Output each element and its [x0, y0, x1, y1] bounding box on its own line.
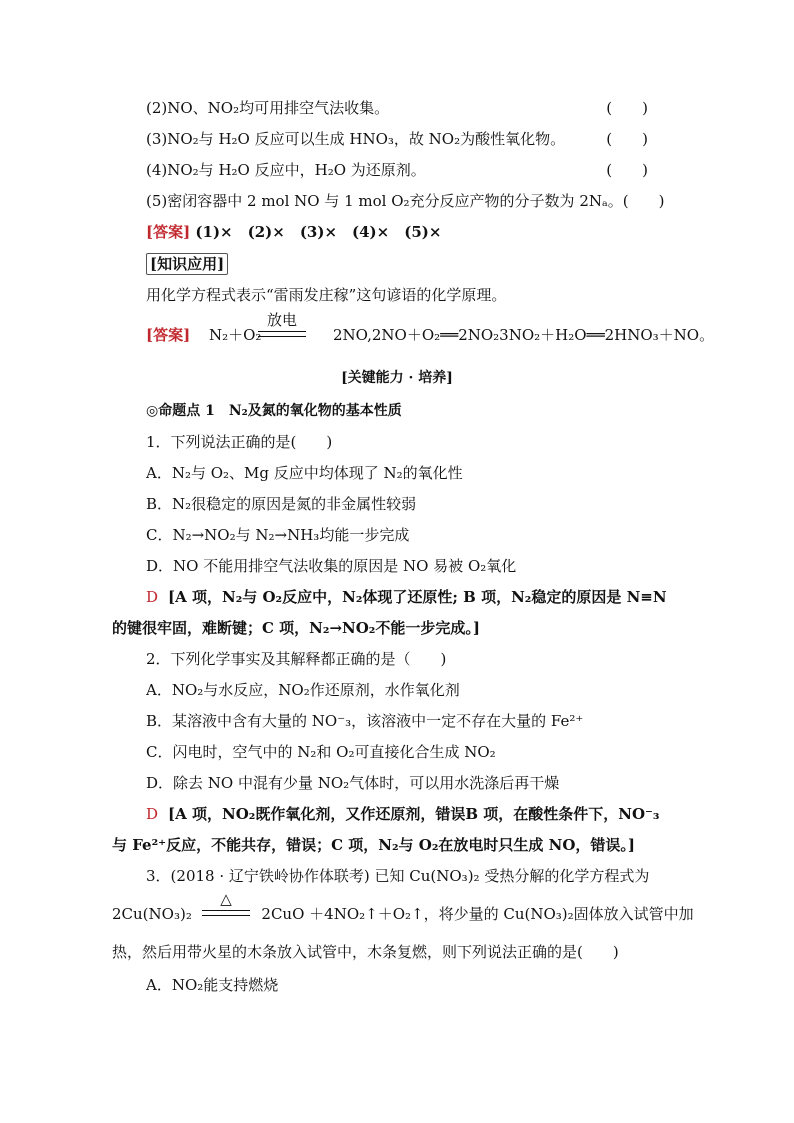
question-1-option-c: C．N₂→NO₂与 N₂→NH₃均能一步完成: [146, 526, 410, 544]
condition-heat: △: [220, 890, 232, 908]
answer-paren-2: ( ): [606, 99, 648, 117]
question-3-line1: 3．(2018 · 辽宁铁岭协作体联考) 已知 Cu(NO₃)₂ 受热分解的化学方程式为: [146, 867, 650, 885]
answer-paren-4: ( ): [606, 161, 648, 179]
question-1-key: D: [146, 588, 159, 606]
answer-text: (1)× (2)× (3)× (4)× (5)×: [190, 223, 442, 241]
statement-5: (5)密闭容器中 2 mol NO 与 1 mol O₂充分反应产物的分子数为 2Nₐ。( ): [146, 192, 665, 210]
answer-line-1: [146, 222, 441, 242]
topic-heading: ◎命题点 1 N₂及氮的氧化物的基本性质: [146, 403, 402, 419]
knowledge-question: 用化学方程式表示“雷雨发庄稼”这句谚语的化学原理。: [146, 286, 507, 304]
equation-reactant: 2Cu(NO₃)₂: [112, 905, 192, 923]
question-1-explanation: [146, 587, 667, 607]
section-heading: [关键能力 · 培养]: [341, 370, 453, 386]
equation-left: N₂＋O₂: [208, 326, 262, 344]
question-2-exp-line1: [A 项，NO₂既作氧化剂，又作还原剂，错误B 项，在酸性条件下，NO⁻₃: [168, 805, 660, 823]
question-3-line3: 热，然后用带火星的木条放入试管中，木条复燃，则下列说法正确的是( ): [112, 943, 619, 961]
question-1-exp-line1: [A 项，N₂与 O₂反应中，N₂体现了还原性; B 项，N₂稳定的原因是 N≡N: [168, 588, 667, 606]
equation-products: 2CuO ＋4NO₂↑＋O₂↑，将少量的 Cu(NO₃)₂固体放入试管中加: [261, 905, 694, 923]
question-1-exp-line2: 的键很牢固，难断键；C 项，N₂→NO₂不能一步完成。]: [112, 619, 480, 637]
statement-2: (2)NO、NO₂均可用排空气法收集。: [146, 99, 390, 117]
answer-paren-3: ( ): [606, 130, 648, 148]
question-2-option-c: C．闪电时，空气中的 N₂和 O₂可直接化合生成 NO₂: [146, 743, 496, 761]
statement-3: (3)NO₂与 H₂O 反应可以生成 HNO₃，故 NO₂为酸性氧化物。: [146, 130, 566, 148]
heat-equal-sign: [202, 910, 250, 916]
condition-discharge: 放电: [266, 311, 297, 329]
question-2-key: D: [146, 805, 159, 823]
question-2-exp-line2: 与 Fe²⁺反应，不能共存，错误；C 项，N₂与 O₂在放电时只生成 NO，错误。]: [112, 836, 635, 854]
question-2-option-d: D．除去 NO 中混有少量 NO₂气体时，可以用水洗涤后再干燥: [146, 774, 560, 792]
equation-equal-sign: [258, 331, 306, 337]
question-3-option-a: A．NO₂能支持燃烧: [146, 976, 279, 994]
question-2-option-b: B．某溶液中含有大量的 NO⁻₃，该溶液中一定不存在大量的 Fe²⁺: [146, 712, 584, 730]
statement-4: (4)NO₂与 H₂O 反应中，H₂O 为还原剂。: [146, 161, 426, 179]
answer-tag: [答案]: [146, 223, 191, 241]
knowledge-application-tag: [知识应用]: [146, 253, 228, 275]
question-2: 2．下列化学事实及其解释都正确的是（ ): [146, 650, 447, 668]
answer-line-2: [146, 325, 714, 345]
question-3-line2: [112, 904, 694, 924]
question-1: 1．下列说法正确的是( ): [146, 433, 333, 451]
equation-right: 2NO,2NO＋O₂══2NO₂3NO₂＋H₂O══2HNO₃＋NO。: [333, 326, 715, 344]
question-1-option-d: D．NO 不能用排空气法收集的原因是 NO 易被 O₂氧化: [146, 557, 517, 575]
answer-tag-2: [答案]: [146, 326, 191, 344]
question-2-explanation: [146, 804, 660, 824]
question-1-option-b: B．N₂很稳定的原因是氮的非金属性较弱: [146, 495, 417, 513]
question-1-option-a: A．N₂与 O₂、Mg 反应中均体现了 N₂的氧化性: [146, 464, 463, 482]
question-2-option-a: A．NO₂与水反应，NO₂作还原剂，水作氧化剂: [146, 681, 460, 699]
